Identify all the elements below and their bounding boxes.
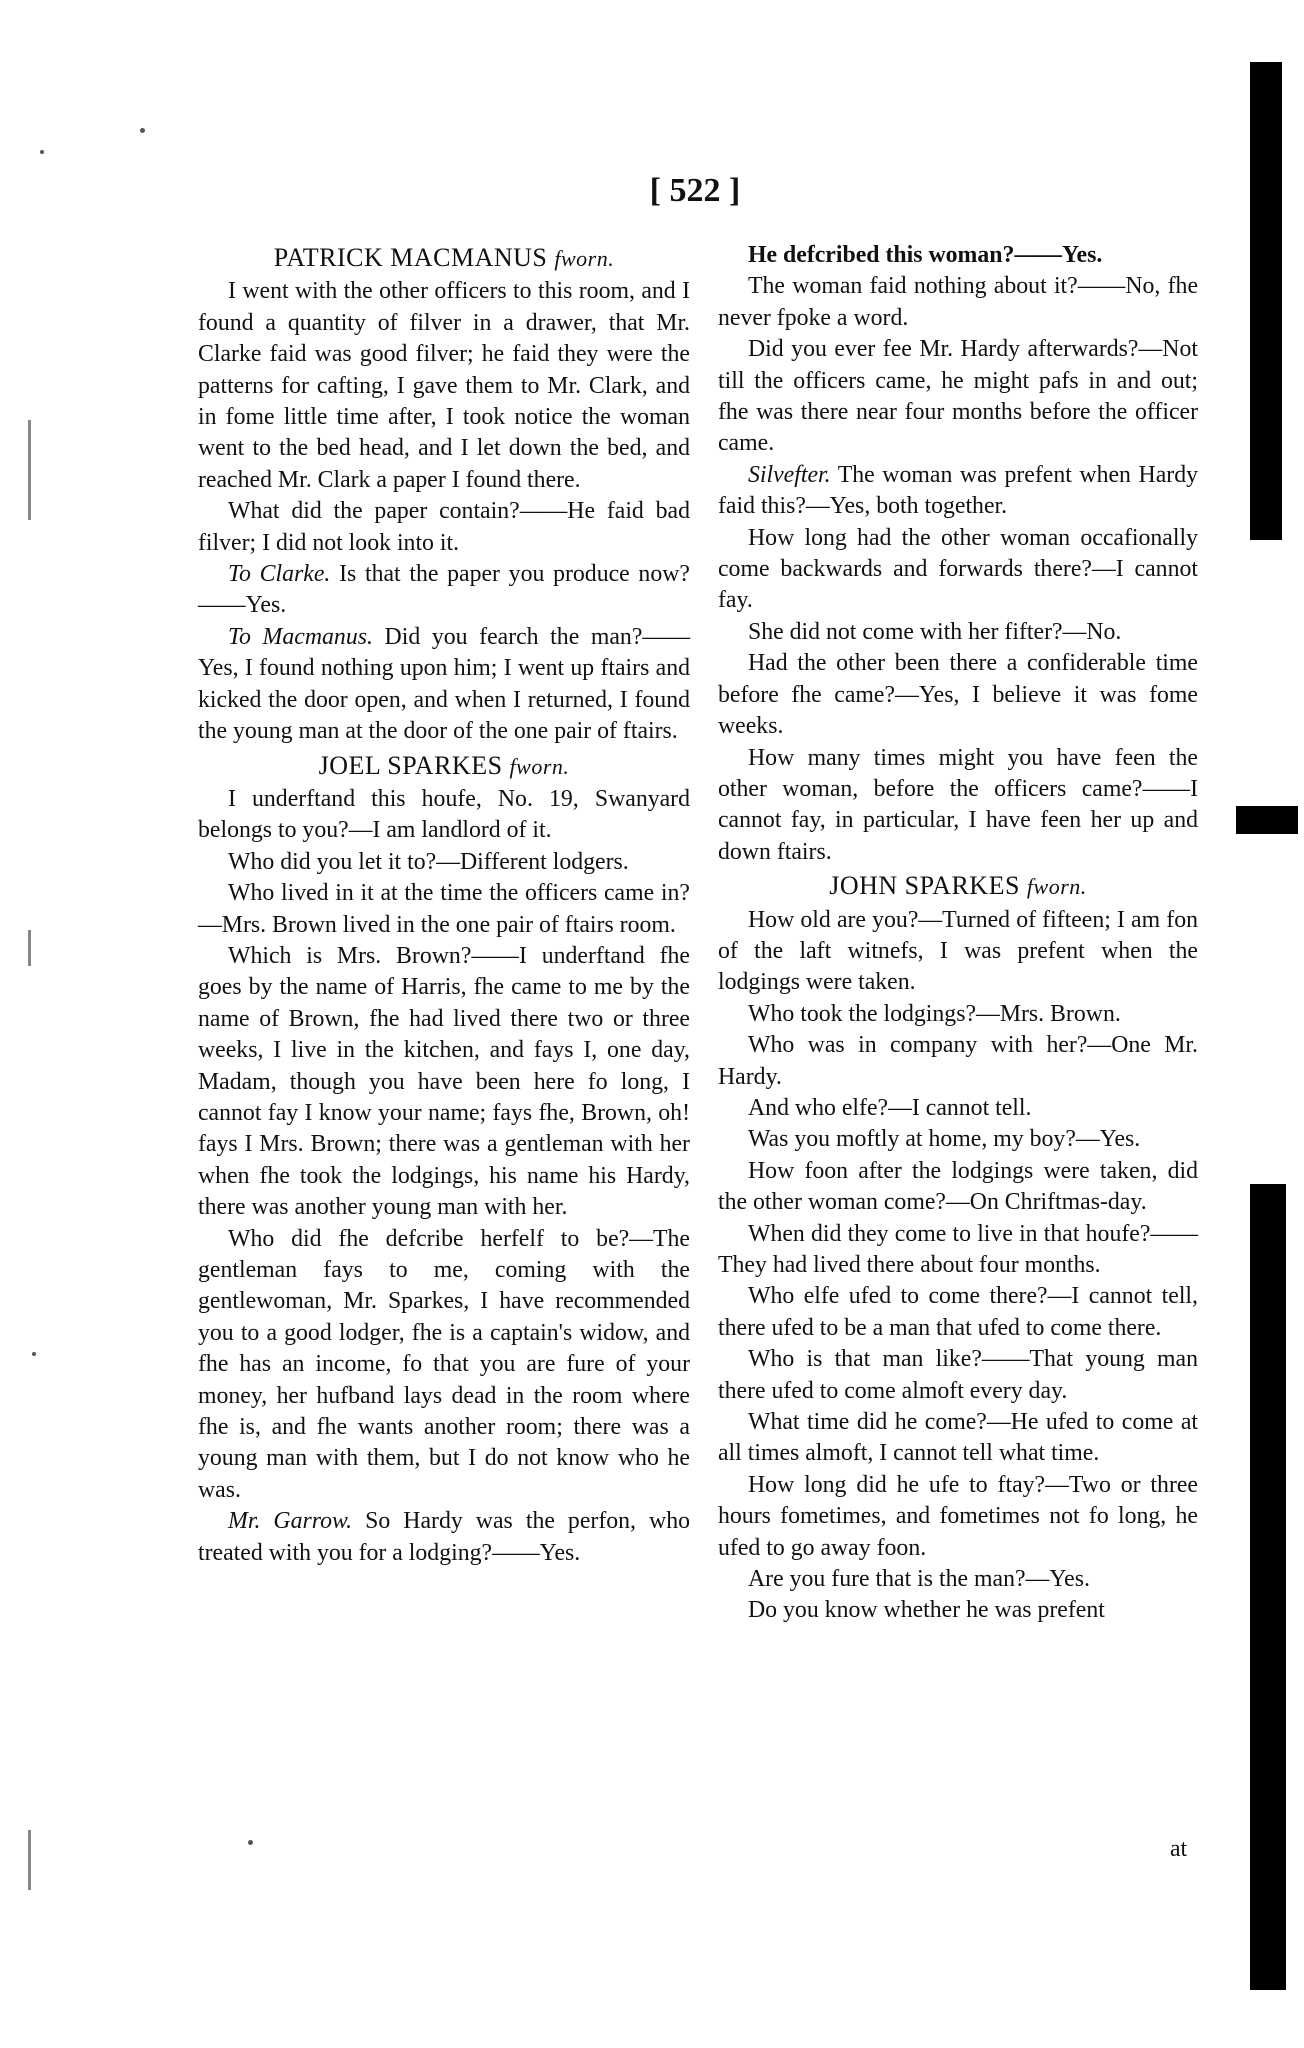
testimony-paragraph	[718, 1093, 1198, 1124]
testimony-paragraph	[718, 999, 1198, 1030]
witness-name: JOEL SPARKES	[318, 750, 503, 780]
testimony-paragraph	[198, 1224, 690, 1507]
speaker-lead: To Clarke.	[228, 561, 331, 588]
paragraph-text: How old are you?—Turned of fifteen; I am fon of the laft witnefs, I was prefent when the lodgings were taken.	[718, 906, 1198, 996]
paragraph-text: Do you know whether he was prefent	[748, 1597, 1105, 1624]
sworn-label: fworn.	[554, 246, 615, 271]
margin-mark	[28, 420, 31, 520]
paragraph-text: Who elfe ufed to come there?—I cannot tell, there ufed to be a man that ufed to come there.	[718, 1283, 1198, 1341]
scan-edge-bar-bottom	[1250, 1184, 1286, 1990]
paragraph-text: Is that the paper you produce now?——Yes.	[198, 561, 690, 619]
scan-edge-bar-top	[1250, 62, 1282, 540]
paragraph-text: What time did he come?—He ufed to come at all times almoft, I cannot tell what time.	[718, 1409, 1198, 1467]
testimony-paragraph	[198, 878, 690, 941]
paragraph-text: How many times might you have feen the other woman, before the officers came?——I cannot fay, in particular, I have feen her up and down ftairs.	[718, 744, 1198, 865]
testimony-paragraph	[718, 905, 1198, 999]
testimony-paragraph	[718, 240, 1198, 271]
testimony-paragraph	[198, 496, 690, 559]
margin-mark	[28, 930, 31, 966]
testimony-paragraph	[718, 334, 1198, 460]
paragraph-text: How long did he ufe to ftay?—Two or three hours fometimes, and fometimes not fo long, he ufed to go away foon.	[718, 1471, 1198, 1561]
paragraph-text: Who did fhe defcribe herfelf to be?—The gentleman fays to me, coming with the gentlewoman, Mr. Sparkes, I have recommended you to a good lodger, fhe is a captain's widow, and fhe has an income, fo that you are fure of your money, her hufband lays dead in the room where fhe is, and fhe wants another room; there was a young man with them, but I do not know who he was.	[198, 1225, 690, 1503]
paragraph-text: I underftand this houfe, No. 19, Swanyard belongs to you?—I am landlord of it.	[198, 785, 690, 844]
witness-heading	[198, 750, 690, 782]
paragraph-text: Who lived in it at the time the officers came in?—Mrs. Brown lived in the one pair of ftairs room.	[198, 880, 690, 938]
paragraph-text: Who was in company with her?—One Mr. Hardy.	[718, 1032, 1198, 1090]
testimony-paragraph	[718, 1030, 1198, 1093]
paragraph-text: Which is Mrs. Brown?——I underftand fhe goes by the name of Harris, fhe came to me by the name of Brown, fhe had lived there two or three weeks, I live in the kitchen, and fays I, one day, Madam, though you have been here fo long, I cannot fay I know your name; fays fhe, Brown, oh! fays I Mrs. Brown; there was a gentleman with her when fhe took the lodgings, his name his Hardy, there was another young man with her.	[198, 942, 690, 1221]
sworn-label: fworn.	[1026, 874, 1087, 900]
witness-name: PATRICK MACMANUS	[273, 243, 548, 272]
paragraph-text: Did you fearch the man?——Yes, I found nothing upon him; I went up ftairs and kicked the door open, and when I returned, I found the young man at the door of the one pair of ftairs.	[198, 623, 690, 745]
testimony-paragraph	[198, 559, 690, 622]
paragraph-text: Are you fure that is the man?—Yes.	[748, 1566, 1090, 1593]
testimony-paragraph	[718, 460, 1198, 523]
paragraph-text: The woman faid nothing about it?——No, fhe never fpoke a word.	[718, 273, 1198, 331]
testimony-paragraph	[718, 1281, 1198, 1344]
paragraph-text: How foon after the lodgings were taken, did the other woman come?—On Chriftmas-day.	[718, 1157, 1198, 1216]
testimony-paragraph	[718, 1344, 1198, 1407]
paragraph-text: How long had the other woman occafionally come backwards and forwards there?—I cannot fay.	[718, 524, 1198, 614]
speaker-lead: Silvefter.	[748, 461, 831, 488]
testimony-paragraph	[718, 743, 1198, 869]
witness-heading	[718, 870, 1198, 902]
testimony-paragraph	[718, 617, 1198, 648]
testimony-paragraph	[198, 276, 690, 496]
paragraph-text: Who did you let it to?—Different lodgers.	[228, 848, 629, 875]
paragraph-text: Did you ever fee Mr. Hardy afterwards?—Not till the officers came, he might pafs in and out; fhe was there near four months before the officer came.	[718, 336, 1198, 457]
paragraph-text: Had the other been there a confiderable time before fhe came?—Yes, I believe it was fome weeks.	[718, 650, 1198, 740]
speaker-lead: Mr. Garrow.	[228, 1508, 353, 1535]
paragraph-text: When did they come to live in that houfe?——They had lived there about four months.	[718, 1220, 1198, 1278]
right-column	[718, 240, 1198, 1627]
paragraph-text: She did not come with her fifter?—No.	[748, 618, 1122, 645]
scan-speck	[248, 1840, 253, 1845]
testimony-paragraph	[198, 622, 690, 748]
scan-speck	[40, 150, 44, 154]
testimony-paragraph	[718, 523, 1198, 617]
paragraph-text: I went with the other officers to this room, and I found a quantity of filver in a drawer, that Mr. Clarke faid was good filver; he faid they were the patterns for cafting, I gave them to Mr. Clark, and in fome little time after, I took notice the woman went to the bed head, and I let down the bed, and reached Mr. Clark a paper I found there.	[198, 278, 690, 493]
testimony-paragraph	[718, 1156, 1198, 1219]
scan-speck	[140, 128, 145, 133]
paragraph-text: Who is that man like?——That young man there ufed to come almoft every day.	[718, 1346, 1198, 1404]
witness-name: JOHN SPARKES	[829, 871, 1020, 901]
witness-heading	[198, 242, 690, 274]
paragraph-text: So Hardy was the perfon, who treated with you for a lodging?——Yes.	[198, 1508, 690, 1566]
speaker-lead: To Macmanus.	[228, 623, 373, 650]
left-column	[198, 240, 690, 1569]
testimony-paragraph	[718, 1407, 1198, 1470]
scan-speck	[32, 1352, 36, 1356]
testimony-paragraph	[718, 1470, 1198, 1564]
testimony-paragraph	[198, 1506, 690, 1569]
testimony-paragraph	[718, 1564, 1198, 1595]
testimony-paragraph	[718, 1219, 1198, 1282]
paragraph-text: What did the paper contain?——He faid bad filver; I did not look into it.	[198, 498, 690, 556]
sworn-label: fworn.	[509, 753, 570, 779]
scan-edge-bar-middle	[1236, 806, 1298, 834]
catchword: at	[1170, 1836, 1188, 1862]
testimony-paragraph	[718, 1595, 1198, 1626]
paragraph-text: The woman was prefent when Hardy faid this?—Yes, both together.	[718, 461, 1198, 520]
testimony-paragraph	[198, 784, 690, 847]
page-number: [ 522 ]	[649, 172, 741, 209]
testimony-paragraph	[198, 847, 690, 878]
margin-mark	[28, 1830, 31, 1890]
testimony-paragraph	[718, 648, 1198, 742]
testimony-paragraph	[198, 941, 690, 1224]
paragraph-text: And who elfe?—I cannot tell.	[748, 1094, 1032, 1121]
paragraph-text: Was you moftly at home, my boy?—Yes.	[748, 1126, 1141, 1153]
testimony-paragraph	[718, 1124, 1198, 1155]
paragraph-text: He defcribed this woman?——Yes.	[748, 242, 1103, 268]
paragraph-text: Who took the lodgings?—Mrs. Brown.	[748, 1000, 1121, 1027]
testimony-paragraph	[718, 271, 1198, 334]
